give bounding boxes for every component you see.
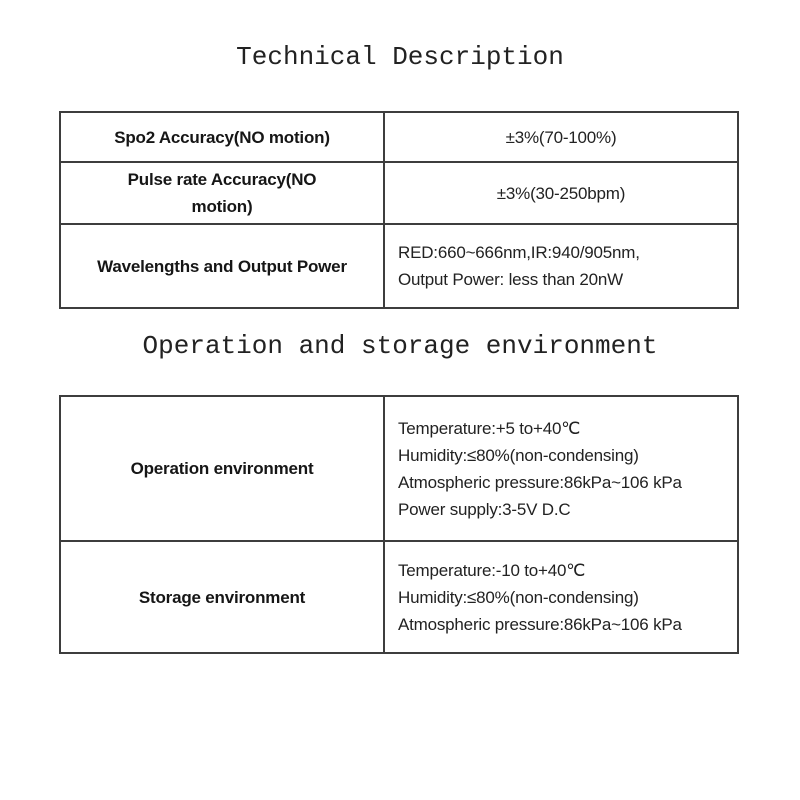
section-title-technical-description: Technical Description <box>236 42 564 72</box>
section-title-operation-storage-environment: Operation and storage environment <box>142 331 658 361</box>
row-label-cell <box>61 225 385 307</box>
row-label-cell <box>61 542 385 652</box>
value-line: Humidity:≤80%(non-condensing) <box>398 445 639 465</box>
value-line: RED:660~666nm,IR:940/905nm, <box>398 243 640 262</box>
value-line: Temperature:-10 to+40℃ <box>398 560 586 580</box>
value-line: Output Power: less than 20nW <box>398 270 623 289</box>
row-label-cell <box>61 397 385 540</box>
row-label: Operation environment <box>130 459 314 478</box>
row-label-cell <box>61 163 385 223</box>
table-row <box>61 397 737 540</box>
row-value-cell <box>385 113 737 161</box>
row-label: Storage environment <box>138 587 306 607</box>
row-value-cell <box>385 397 737 540</box>
row-value-cell <box>385 225 737 307</box>
operation-storage-environment-table <box>59 395 739 654</box>
table-row <box>61 161 737 223</box>
technical-description-table <box>59 111 739 309</box>
value-line: Atmospheric pressure:86kPa~106 kPa <box>398 614 682 634</box>
table-row <box>61 113 737 161</box>
value-line: Power supply:3-5V D.C <box>398 499 571 519</box>
row-label: Pulse rate Accuracy(NO motion) <box>127 170 317 216</box>
value-line: ±3%(30-250bpm) <box>496 183 626 203</box>
value-line: Temperature:+5 to+40℃ <box>398 418 581 438</box>
table-row <box>61 223 737 307</box>
value-line: Humidity:≤80%(non-condensing) <box>398 587 639 607</box>
row-label-cell <box>61 113 385 161</box>
row-value-cell <box>385 542 737 652</box>
row-label: Spo2 Accuracy(NO motion) <box>114 127 330 147</box>
row-label: Wavelengths and Output Power <box>97 256 347 276</box>
value-line: ±3%(70-100%) <box>505 127 617 147</box>
value-line: Atmospheric pressure:86kPa~106 kPa <box>398 472 682 492</box>
table-row <box>61 540 737 652</box>
row-value-cell <box>385 163 737 223</box>
